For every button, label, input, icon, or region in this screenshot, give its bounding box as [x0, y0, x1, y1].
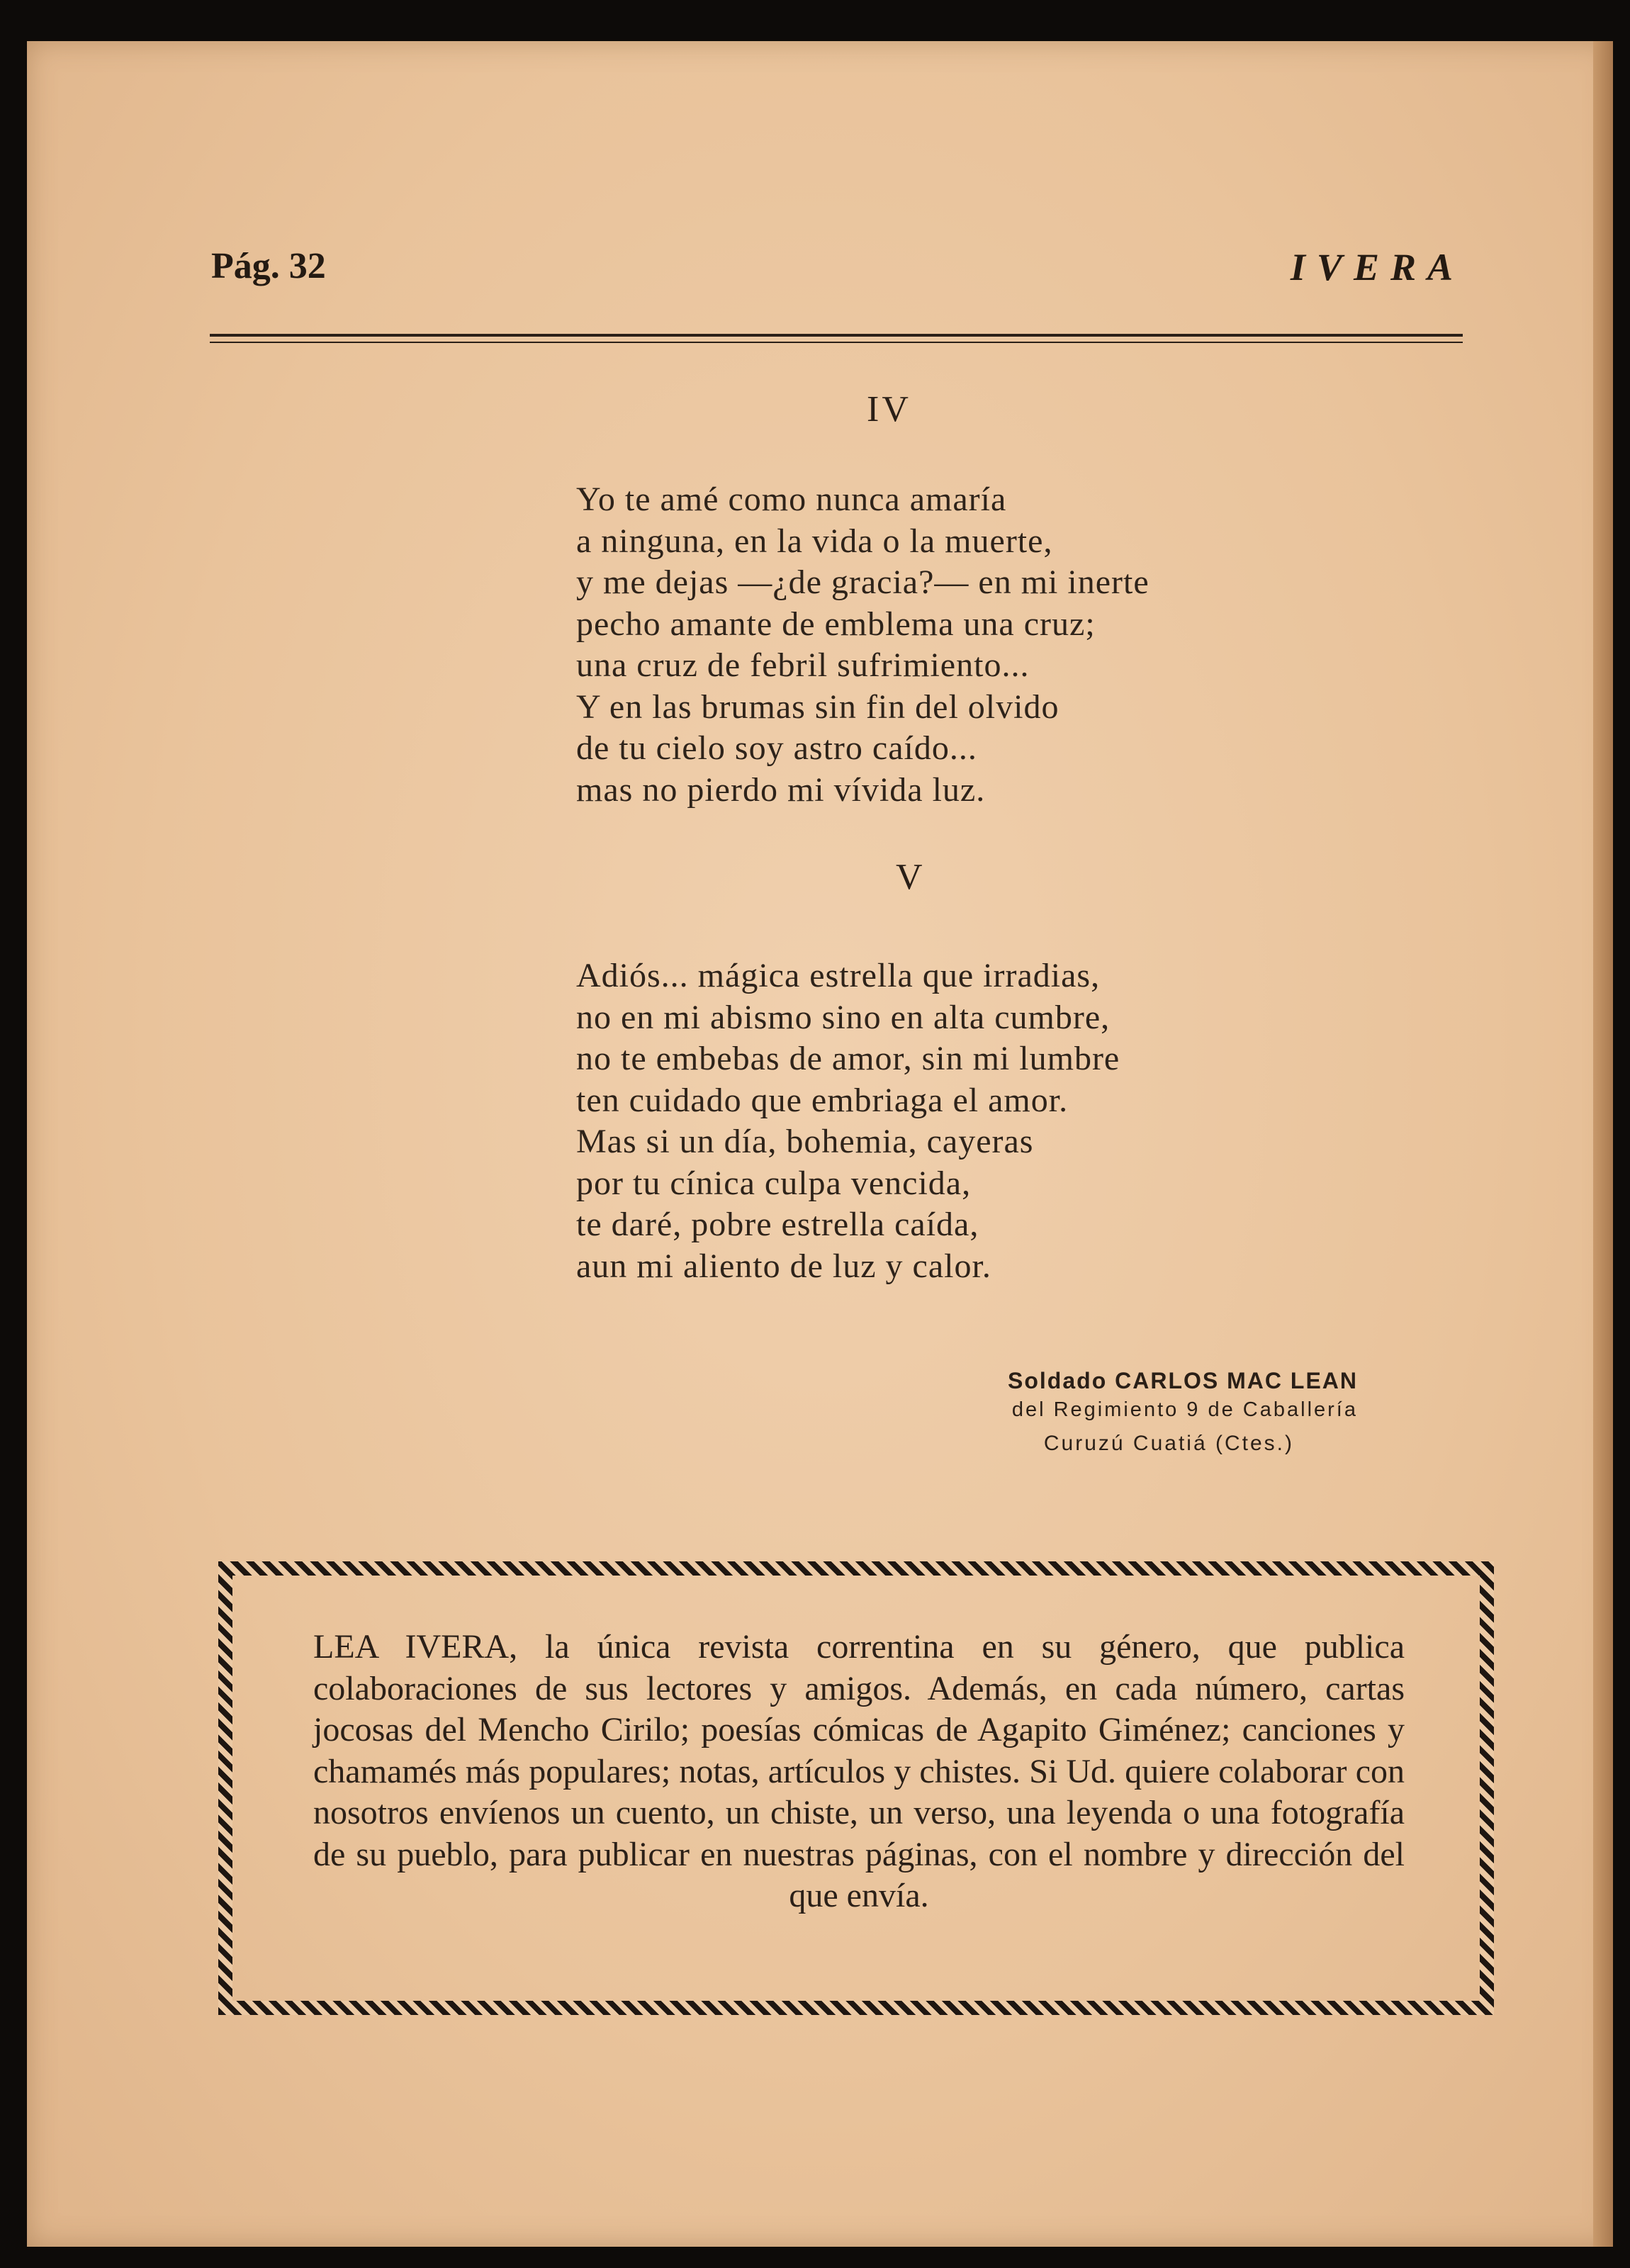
author-unit: del Regimiento 9 de Caballería — [1011, 1398, 1358, 1421]
author-place: Curuzú Cuatiá (Ctes.) — [1043, 1432, 1294, 1455]
running-head — [189, 245, 1464, 323]
stanza-iv — [576, 479, 1150, 811]
magazine-page — [27, 41, 1613, 2247]
section-number-v: V — [896, 857, 926, 897]
header-rule — [210, 334, 1463, 343]
poem-line: Y en las brumas sin fin del olvido — [576, 687, 1060, 726]
stanza-v — [576, 955, 1120, 1287]
poem-line: no te embebas de amor, sin mi lumbre — [576, 1040, 1120, 1077]
poem-line: a ninguna, en la vida o la muerte, — [576, 522, 1053, 560]
poem-line: y me dejas —¿de gracia?— en mi inerte — [576, 563, 1150, 601]
author-signature — [1008, 1368, 1358, 1456]
journal-title: IVERA — [1290, 246, 1464, 288]
page-edge — [1593, 41, 1613, 2247]
poem-line: Yo te amé como nunca amaría — [576, 481, 1007, 518]
poem-line: una cruz de febril sufrimiento... — [576, 646, 1030, 684]
poem-line: te daré, pobre estrella caída, — [576, 1206, 979, 1243]
author-name: Soldado CARLOS MAC LEAN — [1008, 1368, 1358, 1393]
poem-line: de tu cielo soy astro caído... — [576, 729, 977, 767]
page-number: Pág. 32 — [211, 246, 326, 286]
poem-line: no en mi abismo sino en alta cumbre, — [576, 998, 1111, 1036]
poem-line: Mas si un día, bohemia, cayeras — [576, 1123, 1034, 1160]
promo-box — [218, 1561, 1494, 2015]
poem-line: ten cuidado que embriaga el amor. — [576, 1081, 1069, 1119]
section-number-iv: IV — [867, 389, 911, 430]
poem-line: por tu cínica culpa vencida, — [576, 1164, 972, 1202]
poem-line: aun mi aliento de luz y calor. — [576, 1247, 991, 1285]
poem-line: mas no pierdo mi vívida luz. — [576, 770, 986, 809]
poem-line: pecho amante de emblema una cruz; — [576, 605, 1096, 643]
promo-text: LEA IVERA, la única revista correntina en su género, que publica colaboraciones de sus lectores y amigos. Además, en cada número, cartas jocosas del Mencho Cirilo; poesías cómicas de Agapito Giménez; canciones y chamamés más populares; notas, artículos y chistes. Si Ud. quiere colaborar con nosotros envíenos un cuento, un chiste, un verso, una leyenda o una fotografía de su pueblo, para publicar en nuestras páginas, con el nombre y dirección del que envía. — [313, 1628, 1405, 1914]
poem-line: Adiós... mágica estrella que irradias, — [576, 957, 1101, 994]
